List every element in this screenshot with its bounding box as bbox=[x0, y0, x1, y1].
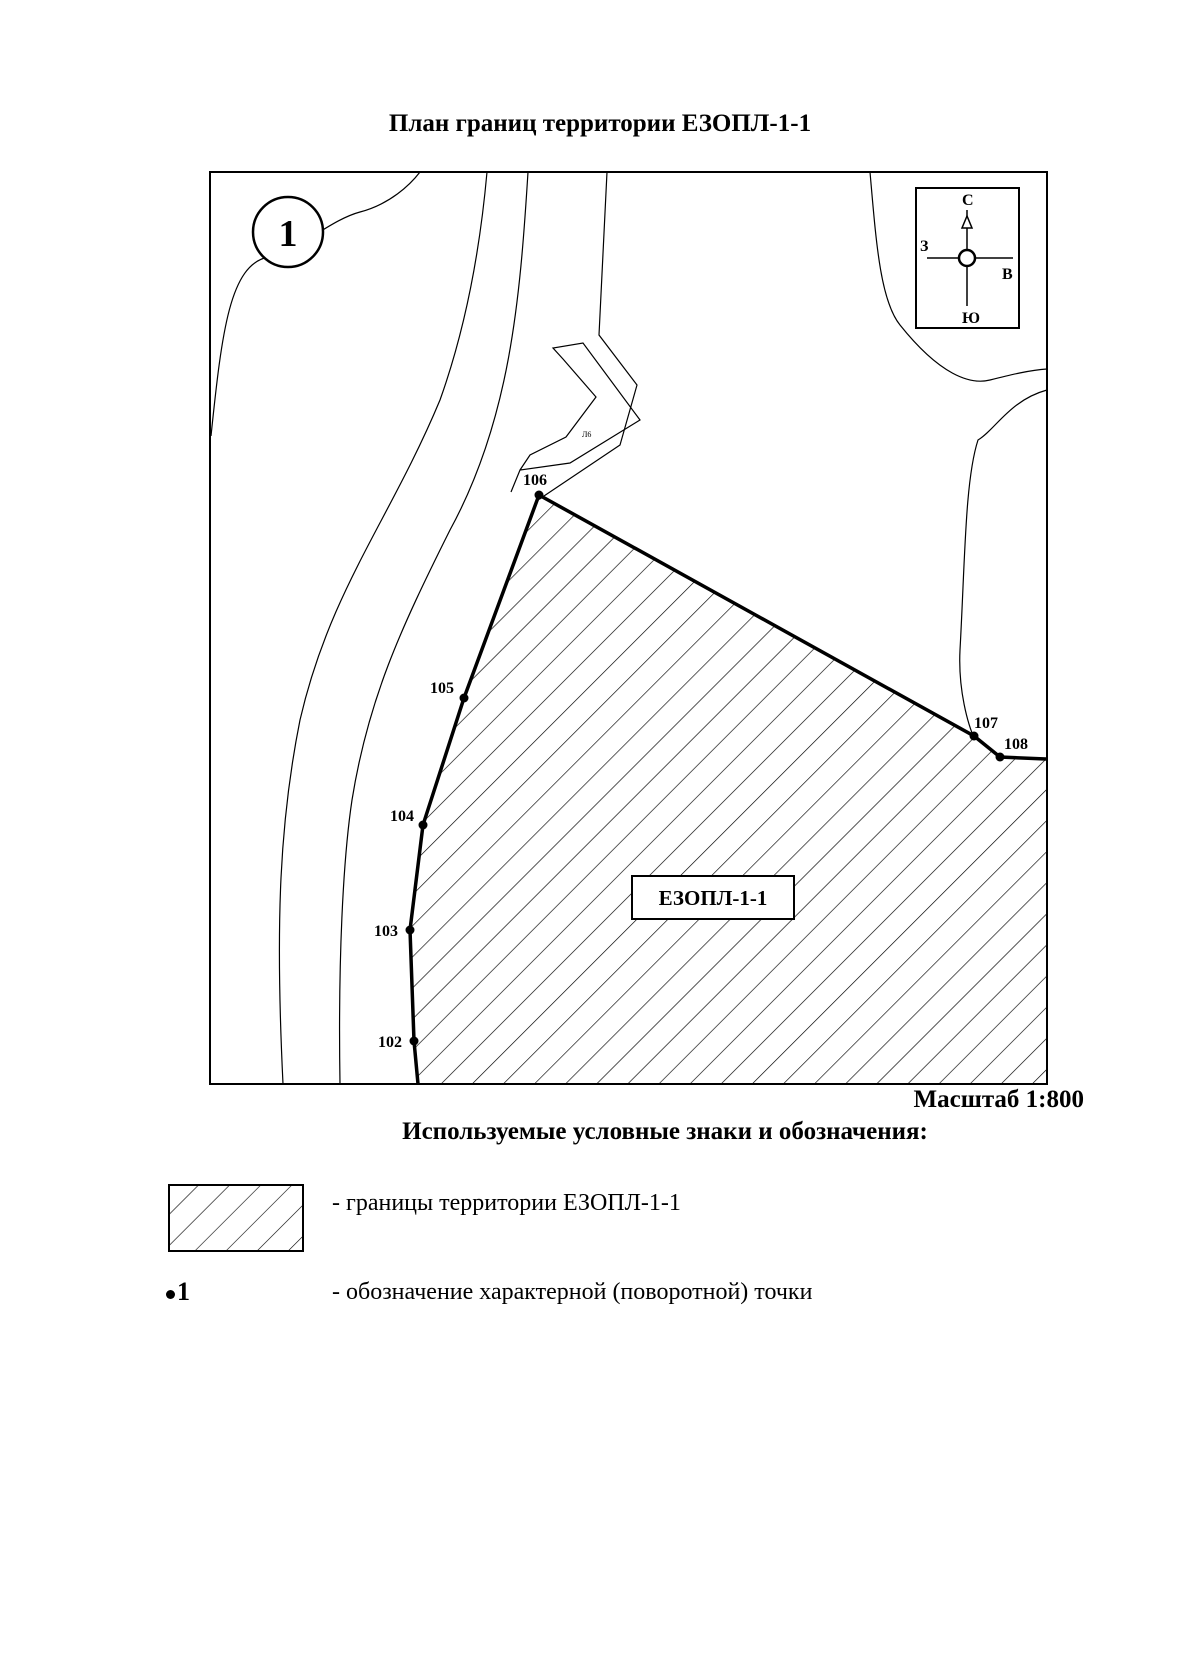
sheet-number: 1 bbox=[278, 213, 298, 255]
page-title: План границ территории ЕЗОПЛ-1-1 bbox=[388, 110, 812, 137]
point-label: 104 bbox=[390, 808, 414, 825]
compass-center-icon bbox=[959, 250, 975, 266]
compass-east-label: В bbox=[1002, 266, 1013, 283]
north-arrowhead-icon bbox=[962, 216, 972, 228]
legend-point-text: - обозначение характерной (поворотной) точки bbox=[332, 1279, 813, 1305]
compass-north-label: С bbox=[962, 192, 974, 209]
small-label: Л6 bbox=[582, 430, 592, 439]
point-dot-icon bbox=[166, 1290, 175, 1299]
legend-point-number: 1 bbox=[177, 1277, 190, 1306]
point-label: 103 bbox=[374, 923, 398, 940]
point-label: 102 bbox=[378, 1034, 402, 1051]
map-scale: Масштаб 1:800 bbox=[913, 1086, 1084, 1113]
compass-south-label: Ю bbox=[962, 310, 981, 327]
legend-hatch-swatch bbox=[168, 1184, 304, 1252]
compass-west-label: З bbox=[920, 238, 929, 255]
legend-territory-text: - границы территории ЕЗОПЛ-1-1 bbox=[332, 1190, 681, 1216]
sheet-number-marker bbox=[253, 197, 323, 267]
turning-point-105 bbox=[430, 680, 469, 703]
territory-label: ЕЗОПЛ-1-1 bbox=[658, 886, 768, 910]
point-label: 107 bbox=[974, 715, 998, 732]
north-arrow bbox=[916, 188, 1019, 328]
turning-point-107 bbox=[970, 715, 999, 741]
point-label: 105 bbox=[430, 680, 454, 697]
legend-point-symbol bbox=[166, 1277, 190, 1307]
legend-title: Используемые условные знаки и обозначения: bbox=[402, 1118, 928, 1145]
point-label: 106 bbox=[523, 472, 547, 489]
turning-point-106 bbox=[523, 472, 547, 500]
point-label: 108 bbox=[1004, 736, 1028, 753]
turning-point-103 bbox=[374, 923, 415, 940]
turning-point-104 bbox=[390, 808, 428, 830]
